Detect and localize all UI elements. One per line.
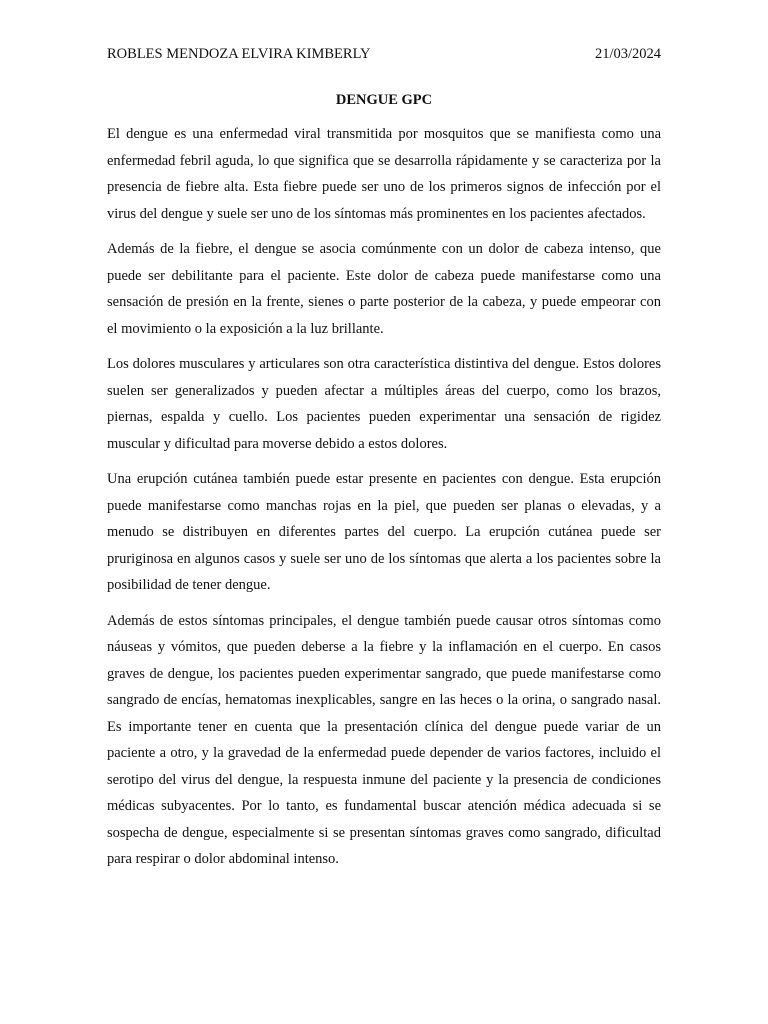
document-date: 21/03/2024 [594,46,661,62]
document-title: DENGUE GPC [335,92,433,108]
paragraph-muscle-pain: Los dolores musculares y articulares son otra característica distintiva del dengue. Estos dolores suelen ser generalizados y pueden afectar a múltiples áreas del cuerpo, como los brazos, piernas, espalda y cuello. Los pacientes pueden experimentar una sensación de rigidez muscular y dificultad para moverse debido a estos dolores. [107,356,661,452]
paragraph-headache: Además de la fiebre, el dengue se asocia comúnmente con un dolor de cabeza intenso, que puede ser debilitante para el paciente. Este dolor de cabeza puede manifestarse como una sensación de presión en la frente, sienes o parte posterior de la cabeza, y puede empeorar con el movimiento o la exposición a la luz brillante. [107,241,661,337]
paragraph-fever: El dengue es una enfermedad viral transmitida por mosquitos que se manifiesta como una enfermedad febril aguda, lo que significa que se desarrolla rápidamente y se caracteriza por la presencia de fiebre alta. Esta fiebre puede ser uno de los primeros signos de infección por el virus del dengue y suele ser uno de los síntomas más prominentes en los pacientes afectados. [107,126,661,222]
document-header [107,44,661,64]
paragraph-other-symptoms: Además de estos síntomas principales, el dengue también puede causar otros síntomas como náuseas y vómitos, que pueden deberse a la fiebre y la inflamación en el cuerpo. En casos graves de dengue, los pacientes pueden experimentar sangrado, que puede manifestarse como sangrado de encías, hematomas inexplicables, sangre en las heces o la orina, o sangrado nasal. Es importante tener en cuenta que la presentación clínica del dengue puede variar de un paciente a otro, y la gravedad de la enfermedad puede depender de varios factores, incluido el serotipo del virus del dengue, la respuesta inmune del paciente y la presencia de condiciones médicas subyacentes. Por lo tanto, es fundamental buscar atención médica adecuada si se sospecha de dengue, especialmente si se presentan síntomas graves como sangrado, dificultad para respirar o dolor abdominal intenso. [107,612,661,867]
paragraph-rash: Una erupción cutánea también puede estar presente en pacientes con dengue. Esta erupción puede manifestarse como manchas rojas en la piel, que pueden ser planas o elevadas, y a menudo se distribuyen en diferentes partes del cuerpo. La erupción cutánea puede ser pruriginosa en algunos casos y suele ser uno de los síntomas que alerta a los pacientes sobre la posibilidad de tener dengue. [107,471,661,593]
author-name: ROBLES MENDOZA ELVIRA KIMBERLY [107,46,371,62]
